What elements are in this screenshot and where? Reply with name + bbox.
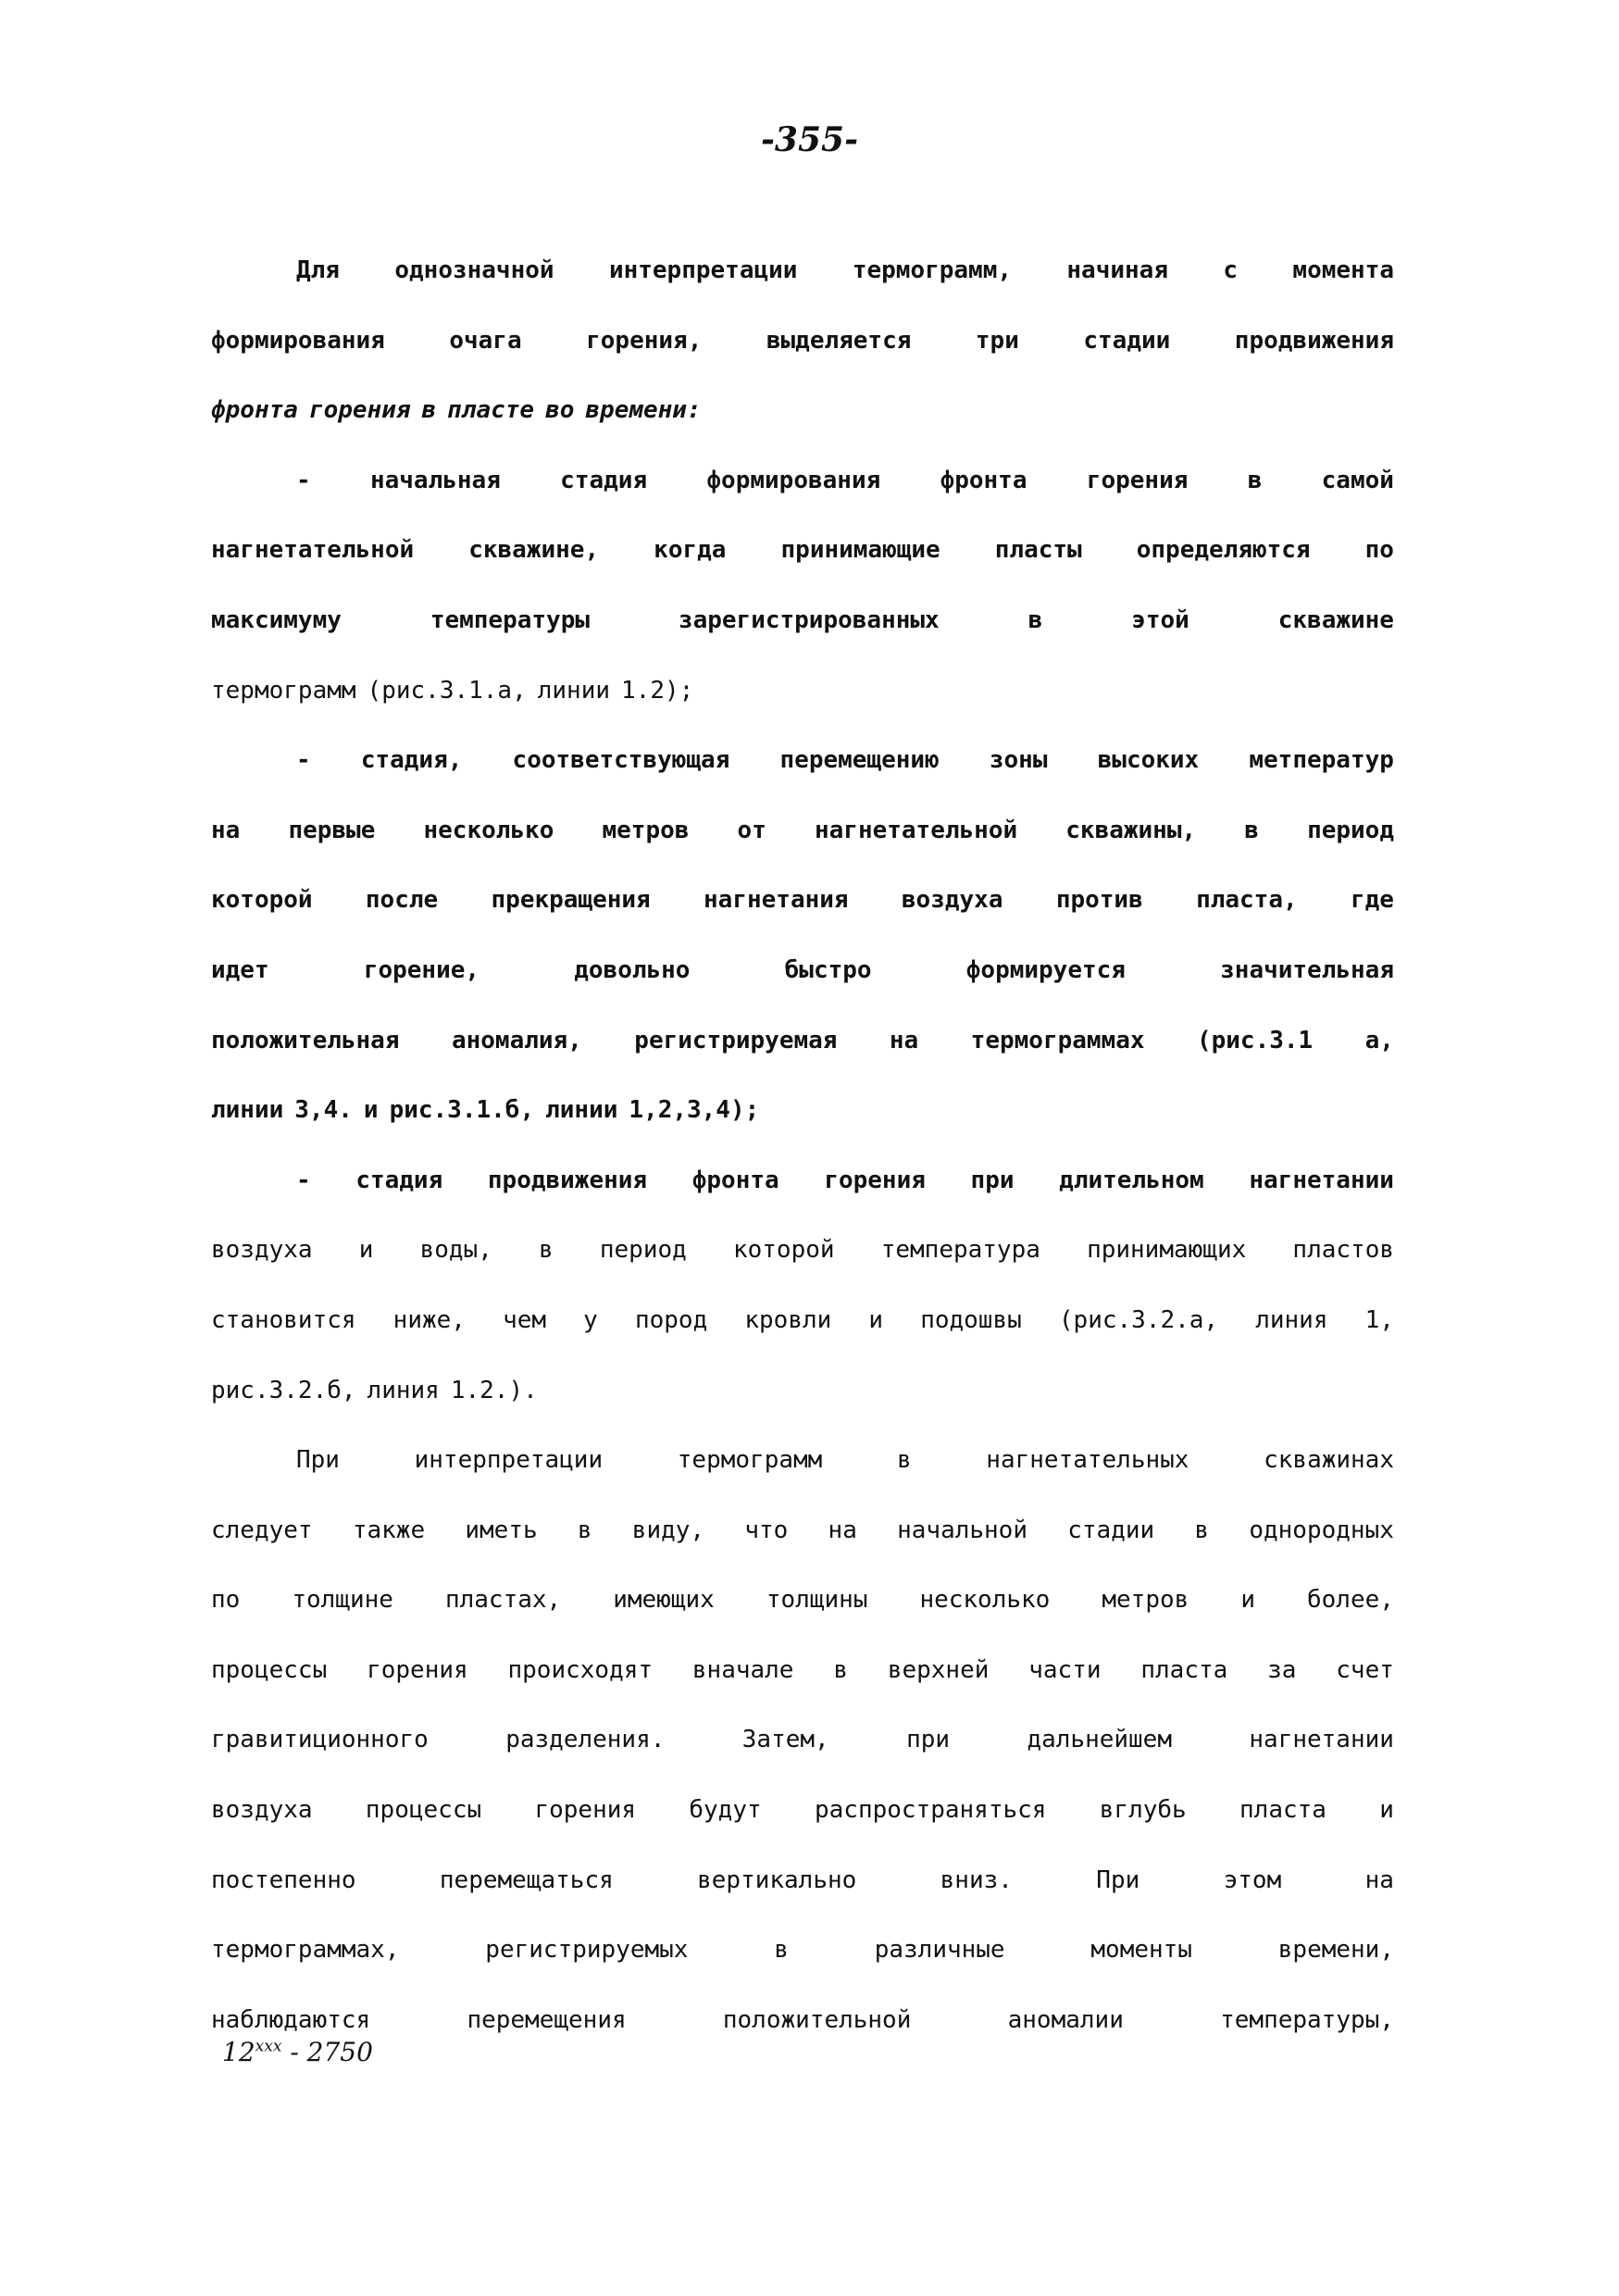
word: пластах, (444, 1586, 562, 1615)
word: формируется (965, 955, 1126, 984)
word: линия (1255, 1305, 1328, 1334)
word: высоких (1097, 746, 1200, 775)
text-line (211, 1076, 1394, 1146)
word: максимуму (211, 605, 342, 634)
word: скважины, (1065, 816, 1197, 844)
word: соответствующая (512, 746, 730, 775)
word: термограмм (211, 676, 356, 705)
word: фронта (940, 466, 1027, 494)
word: положительной (722, 2005, 912, 2034)
word: 1, (1364, 1305, 1394, 1334)
word: значительная (1220, 955, 1394, 984)
word: верхней (887, 1655, 990, 1684)
word: времени, (1277, 1936, 1394, 1965)
word: - (296, 746, 311, 775)
word: метров (602, 816, 690, 844)
word: от (737, 816, 766, 844)
word: перемещаться (439, 1866, 614, 1894)
word: горения (308, 396, 411, 425)
word: толщине (292, 1586, 393, 1615)
word: ниже, (392, 1305, 466, 1334)
word: рис.3.1.б, (389, 1096, 535, 1125)
text-line (211, 1496, 1394, 1566)
text-line (211, 586, 1394, 656)
word: длительном (1059, 1166, 1204, 1194)
word: При (296, 1446, 340, 1475)
word: на (889, 1026, 919, 1054)
word: подошвы (920, 1305, 1022, 1334)
word: 1.2); (621, 676, 694, 705)
word: с (1223, 256, 1239, 284)
word: нагнетательной (814, 816, 1018, 844)
word: вначале (691, 1655, 794, 1684)
word: фронта (691, 1166, 779, 1194)
word: (рис.3.1 (1196, 1026, 1314, 1054)
word: метператур (1249, 746, 1394, 775)
word: и (868, 1305, 884, 1334)
word: на (828, 1516, 857, 1544)
word: пластов (1292, 1236, 1394, 1265)
word: при (970, 1166, 1015, 1194)
word: в (774, 1936, 789, 1965)
word: в (1194, 1516, 1210, 1544)
word: моменты (1090, 1936, 1192, 1965)
word: имеющих (613, 1586, 715, 1615)
word: более, (1307, 1586, 1394, 1615)
text-line (211, 236, 1394, 306)
word: Затем, (741, 1726, 829, 1754)
word: аномалии (1007, 2005, 1124, 2034)
word: при (906, 1726, 951, 1754)
word: будут (689, 1796, 762, 1825)
word: горения, (586, 326, 703, 355)
word: воздуха (211, 1796, 313, 1825)
text-line (211, 376, 1394, 446)
word: линия (367, 1376, 440, 1404)
word: пласте (447, 396, 535, 425)
word: различные (874, 1936, 1005, 1965)
word: и (1379, 1796, 1394, 1825)
word: пласта (1239, 1796, 1326, 1825)
word: самой (1321, 466, 1394, 494)
word: регистрируемая (634, 1026, 838, 1054)
text-line (211, 1286, 1394, 1356)
word: (рис.3.2.а, (1058, 1305, 1219, 1334)
word: наблюдаются (211, 2005, 371, 2034)
text-line (211, 446, 1394, 517)
word: за (1267, 1655, 1297, 1684)
word: определяются (1136, 536, 1311, 565)
word: дальнейшем (1027, 1726, 1172, 1754)
word: зоны (989, 746, 1048, 775)
word: период (1307, 816, 1394, 844)
word: разделения. (505, 1726, 666, 1754)
word: и (358, 1236, 374, 1265)
word: довольно (574, 955, 691, 984)
word: виду, (631, 1516, 705, 1544)
word: которой (211, 886, 313, 915)
word: стадия (355, 1166, 443, 1194)
text-line (211, 726, 1394, 796)
word: перемещению (779, 746, 940, 775)
text-line (211, 936, 1394, 1006)
word: что (744, 1516, 789, 1544)
word: несколько (423, 816, 554, 844)
text-line (211, 306, 1394, 377)
print-order-code (222, 2037, 373, 2067)
word: на (211, 816, 241, 844)
word: Для (296, 256, 340, 284)
order-marks: ххх (255, 2037, 282, 2056)
word: При (1096, 1866, 1140, 1894)
word: момента (1292, 256, 1394, 284)
word: 1,2,3,4); (629, 1096, 760, 1125)
word: пласты (994, 536, 1082, 565)
word: которой (732, 1236, 835, 1265)
word: начиная (1066, 256, 1168, 284)
word: аномалия, (451, 1026, 582, 1054)
text-line (211, 866, 1394, 936)
word: температуры, (1220, 2005, 1394, 2034)
word: постепенно (211, 1866, 356, 1894)
word: нагнетания (704, 886, 849, 915)
word: метров (1102, 1586, 1189, 1615)
word: фронта (211, 396, 298, 425)
word: формирования (706, 466, 881, 494)
word: происходят (507, 1655, 654, 1684)
word: в (421, 396, 437, 425)
word: пласта (1140, 1655, 1228, 1684)
word: термограммах, (211, 1936, 400, 1965)
word: стадия, (360, 746, 463, 775)
word: и (1240, 1586, 1255, 1615)
word: части (1028, 1655, 1102, 1684)
word: в (539, 1236, 554, 1265)
word: продвижения (1234, 326, 1394, 355)
word: период (599, 1236, 687, 1265)
word: пород (634, 1305, 708, 1334)
word: формирования (211, 326, 385, 355)
page-number: -355- (760, 120, 859, 159)
word: процессы (365, 1796, 482, 1825)
word: 3,4. (294, 1096, 353, 1125)
word: вглубь (1099, 1796, 1187, 1825)
text-line (211, 656, 1394, 727)
word: и (363, 1096, 379, 1125)
word: перемещения (467, 2005, 627, 2034)
text-line (211, 1776, 1394, 1846)
word: стадия (560, 466, 648, 494)
word: по (1364, 536, 1394, 565)
text-line (211, 1426, 1394, 1496)
text-line (211, 1216, 1394, 1286)
word: температуры (430, 605, 590, 634)
word: термограммах (970, 1026, 1145, 1054)
word: три (975, 326, 1019, 355)
text-line (211, 1566, 1394, 1636)
word: несколько (919, 1586, 1051, 1615)
word: счет (1336, 1655, 1394, 1684)
word: становится (211, 1305, 356, 1334)
word: быстро (784, 955, 872, 984)
text-line (211, 1356, 1394, 1427)
text-line (211, 796, 1394, 867)
word: начальная (369, 466, 501, 494)
word: воздуха (901, 886, 1003, 915)
word: пласта, (1196, 886, 1298, 915)
word: а, (1364, 1026, 1394, 1054)
word: когда (654, 536, 727, 565)
word: термограмм, (852, 256, 1013, 284)
word: кровли (744, 1305, 832, 1334)
word: горение, (363, 955, 480, 984)
word: положительная (211, 1026, 400, 1054)
word: воздуха (211, 1236, 313, 1265)
word: зарегистрированных (678, 605, 940, 634)
word: термограмм (677, 1446, 823, 1475)
word: вниз. (940, 1866, 1013, 1894)
word: гравитиционного (211, 1726, 429, 1754)
word: против (1055, 886, 1143, 915)
word: скважинах (1264, 1446, 1394, 1475)
word: линии (537, 676, 611, 705)
text-line (211, 1006, 1394, 1077)
word: скважине (1277, 605, 1394, 634)
word: воды, (419, 1236, 492, 1265)
word: принимающих (1087, 1236, 1247, 1265)
text-line (211, 1636, 1394, 1706)
word: в (833, 1655, 848, 1684)
word: процессы (211, 1655, 328, 1684)
text-line (211, 1705, 1394, 1776)
word: 1.2.). (450, 1376, 538, 1404)
word: по (211, 1586, 241, 1615)
word: регистрируемых (485, 1936, 689, 1965)
word: времени: (585, 396, 702, 425)
word: нагнетательной (211, 536, 415, 565)
word: в (1247, 466, 1263, 494)
text-line (211, 516, 1394, 586)
word: у (583, 1305, 598, 1334)
word: нагнетательных (986, 1446, 1189, 1475)
word: чем (503, 1305, 547, 1334)
word: однозначной (394, 256, 554, 284)
word: горения (1086, 466, 1189, 494)
word: нагнетании (1249, 1166, 1394, 1194)
word: где (1350, 886, 1394, 915)
word: прекращения (491, 886, 651, 915)
word: скважине, (468, 536, 600, 565)
word: (рис.3.1.а, (367, 676, 527, 705)
word: - (296, 1166, 311, 1194)
word: во (545, 396, 575, 425)
word: в (577, 1516, 592, 1544)
word: этом (1223, 1866, 1282, 1894)
word: стадии (1067, 1516, 1155, 1544)
word: начальной (897, 1516, 1027, 1544)
word: продвижения (487, 1166, 648, 1194)
order-suffix: - 2750 (290, 2037, 373, 2067)
word: вертикально (697, 1866, 857, 1894)
word: первые (288, 816, 376, 844)
word: на (1364, 1866, 1394, 1894)
body-text (211, 236, 1394, 2055)
word: горения (824, 1166, 926, 1194)
text-line (211, 1915, 1394, 1986)
word: стадии (1083, 326, 1171, 355)
text-line (211, 1846, 1394, 1916)
word: иметь (465, 1516, 538, 1544)
word: выделяется (766, 326, 912, 355)
word: линии (545, 1096, 618, 1125)
word: - (296, 466, 311, 494)
word: распространяться (814, 1796, 1047, 1825)
word: в (1244, 816, 1259, 844)
word: линии (211, 1096, 284, 1125)
word: нагнетании (1249, 1726, 1394, 1754)
text-line (211, 1986, 1394, 2056)
word: этой (1131, 605, 1189, 634)
word: толщины (766, 1586, 868, 1615)
word: в (1027, 605, 1043, 634)
word: следует (211, 1516, 313, 1544)
word: принимающие (780, 536, 940, 565)
word: горения (367, 1655, 468, 1684)
word: очага (449, 326, 522, 355)
word: рис.3.2.б, (211, 1376, 356, 1404)
word: в (896, 1446, 912, 1475)
word: также (352, 1516, 426, 1544)
word: интерпретации (414, 1446, 604, 1475)
word: идет (211, 955, 269, 984)
text-line (211, 1146, 1394, 1217)
order-number: 12 (222, 2037, 255, 2067)
word: после (365, 886, 439, 915)
word: интерпретации (608, 256, 798, 284)
word: горения (534, 1796, 637, 1825)
word: температура (880, 1236, 1040, 1265)
word: однородных (1249, 1516, 1394, 1544)
